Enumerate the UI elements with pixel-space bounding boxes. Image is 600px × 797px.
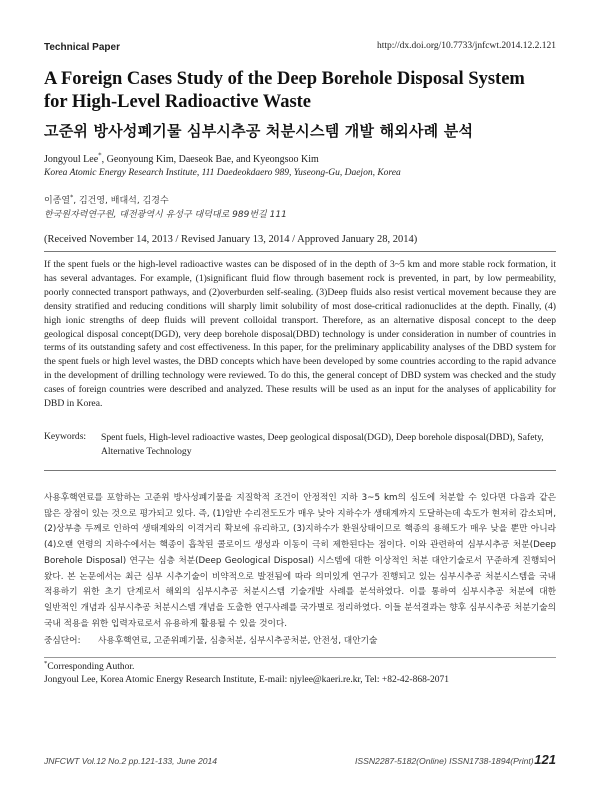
doi-link[interactable]: http://dx.doi.org/10.7733/jnfcwt.2014.12.2.121 <box>376 41 556 51</box>
article-type-label: Technical Paper <box>44 42 120 53</box>
korean-author-list <box>44 193 169 206</box>
received-dates: (Received November 14, 2013 / Revised January 13, 2014 / Approved January 28, 2014) <box>44 234 418 245</box>
abstract-top-divider <box>44 251 556 252</box>
footnote-mark: * <box>44 659 48 667</box>
keywords-label: Keywords: <box>44 431 87 442</box>
footnote-divider <box>44 657 556 658</box>
paper-title-line-1: A Foreign Cases Study of the Deep Borehole Disposal System <box>44 69 525 89</box>
korean-co-authors: , 김건영, 배대석, 김경수 <box>73 196 169 206</box>
paper-title <box>44 68 564 114</box>
keywords-text: Spent fuels, High-level radioactive wastes, Deep geological disposal(DGD), Deep borehole disposal(DBD), Safety, Alternative Technology <box>101 432 544 457</box>
abstract-bottom-divider <box>44 470 556 471</box>
paper-title-line-2: for High-Level Radioactive Waste <box>44 92 312 112</box>
korean-first-author: 이종열 <box>44 196 71 206</box>
co-authors: , Geonyoung Kim, Daeseok Bae, and Kyeongsoo Kim <box>101 154 319 165</box>
korean-keywords-text: 사용후핵연료, 고준위폐기물, 심층처분, 심부시추공처분, 안전성, 대안기술 <box>98 636 378 646</box>
korean-keywords-label: 중심단어: <box>44 636 81 646</box>
first-author: Jongyoul Lee <box>44 154 99 165</box>
corresponding-mark: * <box>98 151 102 160</box>
korean-title: 고준위 방사성폐기물 심부시추공 처분시스템 개발 해외사례 분석 <box>44 122 474 140</box>
corresponding-author-contact: Jongyoul Lee, Korea Atomic Energy Research Institute, E-mail: njylee@kaeri.re.kr, Tel: +82-42-868-2071 <box>44 675 449 685</box>
english-abstract: If the spent fuels or the high-level radioactive wastes can be disposed of in the depth of 3~5 km and more stable rock formation, it has several advantages. For example, (1)significant fluid flow through basement rock is prevented, in part, by low permeability, poorly connected transport pathways, and (2)overburden self-sealing. (3)Deep fluids also resist vertical movement because they are density stratified and reducing conditions will sharply limit solubility of most dose-critical radionuclides at the depth. Finally, (4) high ionic strengths of deep fluids will prevent colloidal transport. Therefore, as an alternative disposal concept to the deep geological disposal concept(DGD), very deep borehole disposal(DBD) technology is under consideration in number of countries in terms of its outstanding safety and cost effectiveness. In this paper, for the preliminary applicability analyses of the DBD system for the spent fuels or high level wastes, the DBD concepts which have been developed by some countries according to the rapid advance in the development of drilling technology were reviewed. To do this, the general concept of DBD system was checked and the study cases of foreign countries were described and analyzed. These results will be used as an input for the analyses of applicability for DBD in Korea. <box>44 259 556 410</box>
page-number: 121 <box>534 752 556 767</box>
issn: ISSN2287-5182(Online) ISSN1738-1894(Print) <box>355 756 534 766</box>
korean-abstract: 사용후핵연료를 포함하는 고준위 방사성폐기물을 지질학적 조건이 안정적인 지하 3~5 km의 심도에 처분할 수 있다면 다음과 같은 많은 장점이 있는 것으로 평가되고 있다. 즉, (1)암반 수리전도도가 매우 낮아 지하수가 생태계까지 도달하는데 속도가 현저히 감소되며, (2)상부층 두께로 인하여 생태계와의 이격거리 확보에 유리하고, (3)지하수가 환원상태이므로 핵종의 용해도가 매우 낮을 뿐만 아니라 (4)오랜 연령의 지하수에서는 핵종이 흡착된 콜로이드 생성과 이동이 극히 제한된다는 점이다. 이와 관련하여 심부시추공 처분(Deep Borehole Disposal) 연구는 심층 처분(Deep Geological Disposal) 시스템에 대한 이상적인 처분 대안기술로서 꾸준하게 진행되어 왔다. 본 논문에서는 최근 심부 시추기술이 비약적으로 발전됨에 따라 의미있게 연구가 진행되고 있는 심부시추공 처분시스템을 국내 적용하기 위한 초기 단계로서 해외의 심부시추공 처분시스템 기술개발 사례를 분석하였다. 이를 통하여 심부시추공 처분에 대한 일반적인 개념과 심부시추공 처분시스템 개념을 도출한 연구사례를 국가별로 정리하였다. 이들 분석결과는 향후 심부시추공 처분기술의 국내 적용을 위한 입력자료로서 유용하게 활용될 수 있을 것이다. <box>44 493 556 629</box>
corresponding-author-text: Corresponding Author. <box>47 662 135 672</box>
journal-citation: JNFCWT Vol.12 No.2 pp.121-133, June 2014 <box>44 756 218 766</box>
affiliation: Korea Atomic Energy Research Institute, 111 Daedeokdaero 989, Yuseong-Gu, Daejon, Korea <box>44 168 401 178</box>
korean-affiliation: 한국원자력연구원, 대전광역시 유성구 대덕대로 989번길 111 <box>44 210 287 220</box>
author-list <box>44 151 319 165</box>
korean-corresponding-mark: * <box>70 194 74 201</box>
corresponding-author-label <box>44 659 135 672</box>
